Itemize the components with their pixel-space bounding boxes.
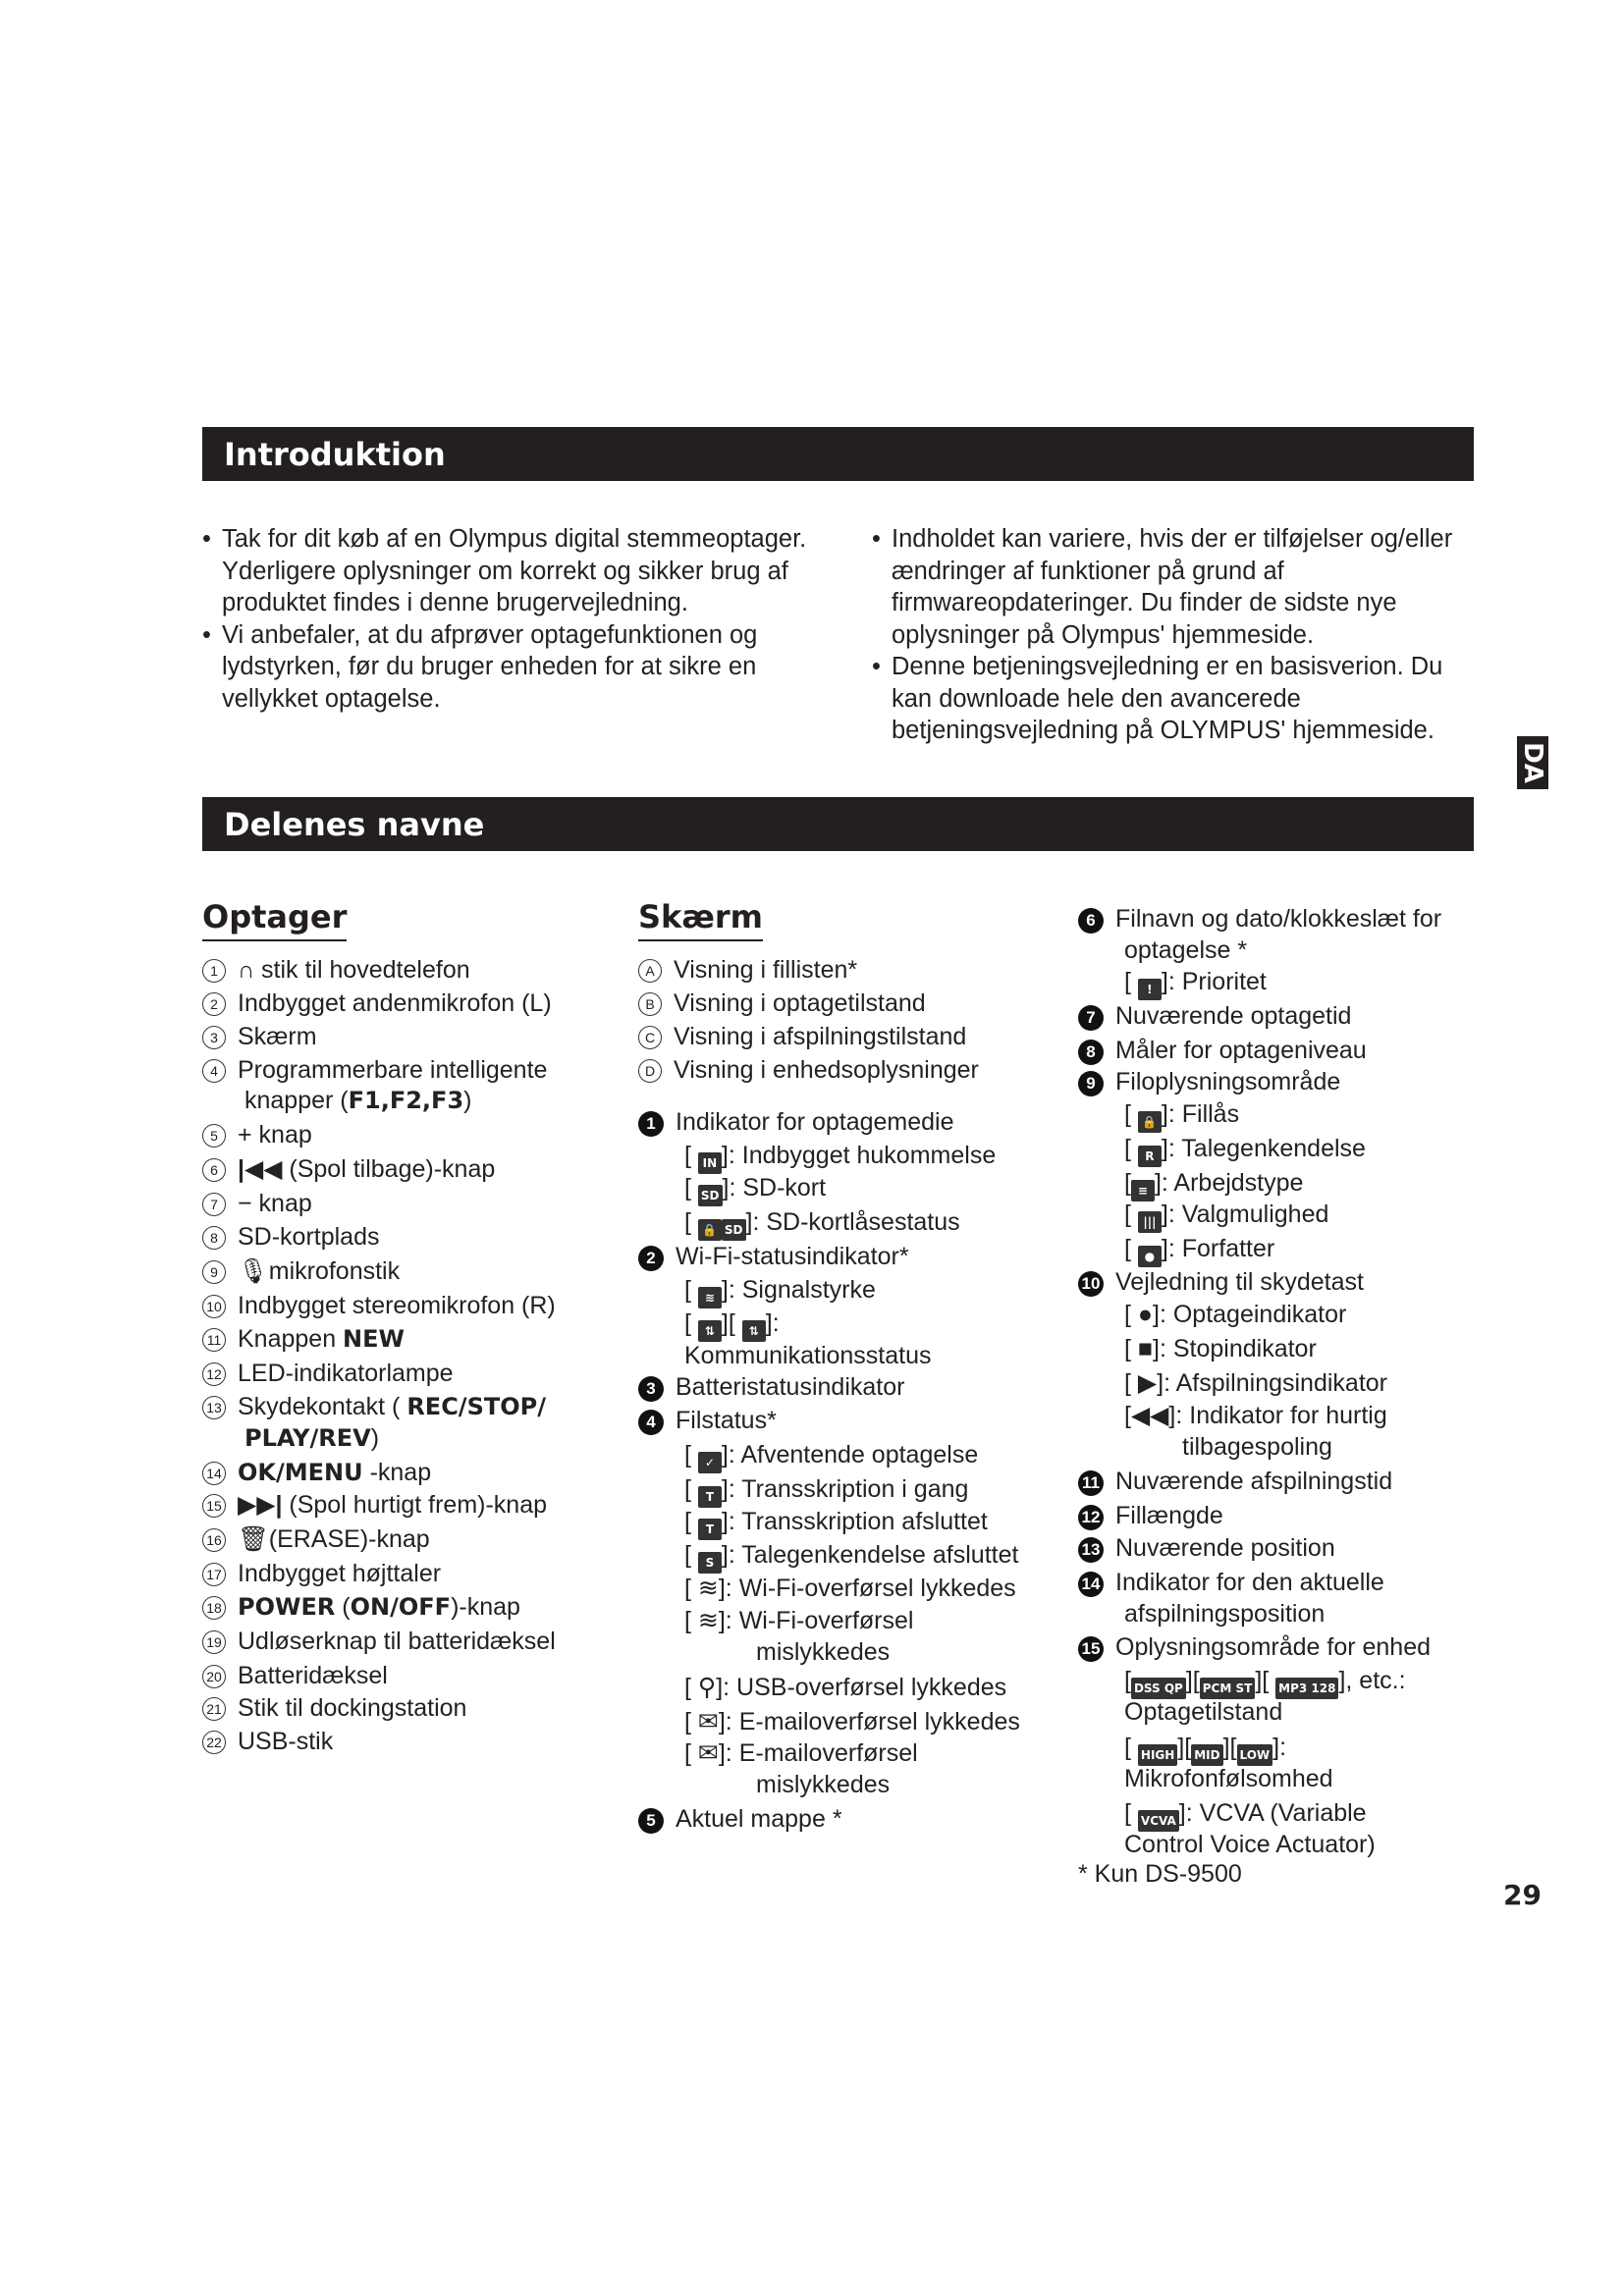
sub-item-continued: afspilningsposition — [1124, 1600, 1326, 1628]
item-bold: NEW — [343, 1325, 405, 1353]
list-item — [202, 1559, 441, 1589]
sub-item-continued: Control Voice Actuator) — [1124, 1831, 1376, 1858]
sub-item: [◀◀]: Indikator for hurtig — [1124, 1402, 1387, 1429]
sub-text: ]: Transskription afsluttet — [721, 1508, 988, 1535]
pcm-st-icon: PCM ST — [1200, 1678, 1256, 1699]
speech-recognition-icon: R — [1138, 1146, 1162, 1167]
item-number: 11 — [202, 1328, 226, 1352]
sub-item: [ ⇅ ][ ⇅ ]: — [684, 1308, 780, 1342]
sub-text: ]: E-mailoverførsel lykkedes — [718, 1708, 1020, 1735]
sub-text: ]: SD-kort — [722, 1174, 827, 1201]
list-item — [202, 1458, 431, 1488]
list-item — [638, 1055, 979, 1086]
item-text: Måler for optageniveau — [1115, 1037, 1367, 1064]
sub-text: ]: Afspilningsindikator — [1157, 1369, 1387, 1397]
sub-item: [ ✉]: E-mailoverførsel lykkedes — [684, 1708, 1020, 1735]
sub-item: [ ● ]: Forfatter — [1124, 1234, 1274, 1267]
sub-text: ]: Wi-Fi-overførsel — [718, 1607, 914, 1634]
item-number: 14 — [202, 1462, 226, 1485]
item-text: Batteristatusindikator — [676, 1373, 905, 1401]
sub-text: ]: Arbejdstype — [1154, 1169, 1304, 1197]
list-item — [202, 1524, 430, 1555]
item-text: Programmerbare intelligente — [238, 1056, 548, 1084]
item-number: 9 — [202, 1260, 226, 1284]
list-item — [202, 1490, 547, 1521]
item-number: 13 — [202, 1396, 226, 1419]
communication-icon: ⇅ — [698, 1320, 722, 1342]
list-item — [1078, 1533, 1335, 1564]
item-number: 2 — [202, 992, 226, 1016]
item-number: 17 — [202, 1563, 226, 1586]
list-item — [638, 1372, 904, 1403]
item-text: Indbygget stereomikrofon (R) — [238, 1292, 556, 1319]
item-text: − knap — [238, 1190, 312, 1217]
item-text: Oplysningsområde for enhed — [1115, 1633, 1432, 1661]
list-item — [1078, 1067, 1340, 1097]
item-text: Fillængde — [1115, 1502, 1223, 1529]
item-text: Visning i fillisten* — [674, 956, 858, 984]
item-text: Stik til dockingstation — [238, 1694, 467, 1722]
sub-item: [ VCVA ]: VCVA (Variable — [1124, 1798, 1367, 1832]
email-success-icon: ✉ — [697, 1708, 719, 1735]
item-bold: OK/MENU — [238, 1459, 363, 1486]
sub-text: ]: USB-overførsel lykkedes — [716, 1674, 1007, 1701]
item-text: (Spol tilbage)-knap — [289, 1155, 496, 1183]
intro-right-column — [872, 523, 1471, 747]
sub-text: ]: Prioritet — [1161, 968, 1267, 995]
page-number: 29 — [1503, 1879, 1542, 1911]
item-number: 18 — [202, 1596, 226, 1620]
item-number: 14 — [1078, 1572, 1104, 1597]
item-number: 10 — [202, 1295, 226, 1318]
sub-item: [ DSS QP ][ PCM ST ][ MP3 128 ], etc.: — [1124, 1666, 1406, 1699]
item-text: Batteridæksel — [238, 1662, 388, 1689]
item-number: 6 — [1078, 908, 1104, 934]
sub-text: ]: Talegenkendelse afsluttet — [721, 1541, 1019, 1569]
optager-title: Optager — [202, 898, 347, 941]
sub-text: ]: Forfatter — [1161, 1235, 1275, 1262]
item-number: 1 — [638, 1111, 664, 1137]
item-number: 7 — [1078, 1005, 1104, 1031]
item-number: 4 — [638, 1410, 664, 1435]
list-item — [202, 1359, 454, 1389]
sub-text: ]: VCVA (Variable — [1178, 1799, 1367, 1827]
list-item — [638, 955, 857, 986]
option-icon: ||| — [1138, 1211, 1162, 1233]
sub-item: [ ||| ]: Valgmulighed — [1124, 1200, 1328, 1233]
transcription-done-icon: T — [698, 1519, 722, 1540]
sub-text: ]: Wi-Fi-overførsel lykkedes — [718, 1575, 1016, 1602]
sub-text: ]: Talegenkendelse — [1161, 1135, 1366, 1162]
sub-item: [ R ]: Talegenkendelse — [1124, 1134, 1366, 1167]
item-text: Indikator for den aktuelle — [1115, 1569, 1384, 1596]
list-item — [1078, 1568, 1384, 1598]
item-number: 9 — [1078, 1071, 1104, 1096]
item-text: Visning i afspilningstilstand — [674, 1023, 967, 1050]
list-item — [202, 1222, 380, 1253]
item-number: 1 — [202, 959, 226, 983]
list-item — [1078, 1501, 1223, 1531]
sub-item: [ SD ]: SD-kort — [684, 1173, 826, 1206]
transcription-in-progress-icon: T — [698, 1486, 722, 1508]
item-number: 13 — [1078, 1537, 1104, 1563]
sub-item-continued: Kommunikationsstatus — [684, 1342, 932, 1369]
item-number: 22 — [202, 1731, 226, 1754]
email-failed-icon: ✉ — [697, 1739, 719, 1767]
sub-text: ]: E-mailoverførsel — [718, 1739, 918, 1767]
item-text: USB-stik — [238, 1728, 334, 1755]
item-text: + knap — [238, 1121, 312, 1148]
list-item — [202, 955, 470, 986]
item-text: (Spol hurtigt frem)-knap — [289, 1491, 548, 1519]
sub-item: [ T ]: Transskription afsluttet — [684, 1507, 988, 1540]
sub-text: ]: Optageindikator — [1153, 1301, 1347, 1328]
item-text: Filoplysningsområde — [1115, 1068, 1341, 1095]
sub-item: [ 🔒 ]: Fillås — [1124, 1099, 1239, 1133]
item-text: mikrofonstik — [268, 1257, 401, 1285]
list-item — [202, 1154, 495, 1185]
dss-qp-icon: DSS QP — [1131, 1678, 1186, 1699]
item-bold: REC/STOP/ — [406, 1393, 546, 1420]
item-text: Skydekontakt ( — [238, 1393, 407, 1420]
skaerm-title: Skærm — [638, 898, 763, 941]
item-number: 8 — [1078, 1040, 1104, 1065]
intro-left-column — [202, 523, 811, 715]
sub-item: [ ▶]: Afspilningsindikator — [1124, 1369, 1387, 1397]
sub-item-continued: Mikrofonfølsomhed — [1124, 1765, 1333, 1792]
file-lock-icon: 🔒 — [1138, 1111, 1162, 1133]
sub-text: ]: — [1272, 1734, 1287, 1761]
list-item — [1078, 1001, 1351, 1032]
item-text: Knappen — [238, 1325, 344, 1353]
list-item — [202, 1661, 388, 1691]
intro-bullet: • Denne betjeningsvejledning er en basisverion. Du kan downloade hele den avancerede betjeningsvejledning på OLYMPUS' hjemmeside. — [872, 651, 1471, 747]
list-item — [1078, 1467, 1392, 1497]
item-number: 3 — [202, 1026, 226, 1049]
mic-high-icon: HIGH — [1138, 1744, 1177, 1766]
item-text: Nuværende optagetid — [1115, 1002, 1352, 1030]
list-item — [202, 1392, 546, 1422]
sub-item: [ ✉]: E-mailoverførsel — [684, 1739, 918, 1767]
item-number: 8 — [202, 1226, 226, 1250]
sub-item: [ ●]: Optageindikator — [1124, 1301, 1347, 1328]
intro-bullet: • Vi anbefaler, at du afprøver optagefunktionen og lydstyrken, før du bruger enheden for at sikre en vellykket optagelse. — [202, 619, 811, 716]
item-bold: ON/OFF — [350, 1593, 452, 1621]
sub-text: ]: Indikator for hurtig — [1168, 1402, 1387, 1429]
sub-text: ]: SD-kortlåsestatus — [745, 1208, 960, 1236]
language-tab-label: DA — [1518, 742, 1547, 783]
priority-icon: ! — [1138, 979, 1162, 1000]
sub-item: [ ✓ ]: Afventende optagelse — [684, 1440, 978, 1473]
list-item — [1078, 1036, 1367, 1066]
item-text: Filstatus* — [676, 1407, 777, 1434]
sub-text: ]: Afventende optagelse — [721, 1441, 979, 1468]
sub-text: ], etc.: — [1338, 1667, 1406, 1694]
sub-text: ]: Indbygget hukommelse — [721, 1142, 997, 1169]
list-item — [202, 1727, 333, 1757]
rewind-arrows-icon: ◀◀ — [1130, 1402, 1169, 1429]
list-item — [638, 1804, 842, 1835]
list-item — [202, 1022, 317, 1052]
sub-item: [ ≋ ]: Signalstyrke — [684, 1275, 876, 1308]
microphone-icon: 🎙 — [238, 1257, 269, 1285]
mic-mid-icon: MID — [1191, 1744, 1222, 1766]
list-item — [202, 1256, 400, 1287]
pending-recording-icon: ✓ — [698, 1452, 722, 1473]
item-number: 5 — [638, 1808, 664, 1834]
footnote: * Kun DS-9500 — [1078, 1860, 1242, 1888]
internal-memory-icon: IN — [698, 1152, 722, 1174]
item-bold: POWER — [238, 1593, 336, 1621]
record-dot-icon: ● — [1137, 1301, 1154, 1328]
sub-item: [ ■]: Stopindikator — [1124, 1335, 1317, 1362]
sd-lock-icon: 🔒 — [698, 1219, 722, 1241]
item-text: ) — [370, 1424, 380, 1452]
item-text: ) — [463, 1087, 472, 1114]
sub-item: [ ≋]: Wi-Fi-overførsel lykkedes — [684, 1575, 1016, 1602]
sub-item: [ ≡ ]: Arbejdstype — [1124, 1168, 1303, 1201]
item-text: Nuværende position — [1115, 1534, 1335, 1562]
item-bold: PLAY/REV — [244, 1424, 371, 1452]
item-text: ( — [335, 1593, 351, 1621]
item-text: Indbygget højttaler — [238, 1560, 442, 1587]
list-item — [202, 1324, 405, 1355]
item-text: Indbygget andenmikrofon (L) — [238, 989, 552, 1017]
stop-square-icon: ■ — [1137, 1335, 1154, 1362]
list-item — [1078, 904, 1441, 934]
item-text: LED-indikatorlampe — [238, 1360, 454, 1387]
list-item — [638, 988, 926, 1019]
item-letter: C — [638, 1026, 662, 1049]
intro-heading: Introduktion — [224, 435, 446, 473]
communication-error-icon: ⇅ — [742, 1320, 766, 1342]
item-number: 4 — [202, 1059, 226, 1083]
fast-forward-icon: ▶▶| — [238, 1491, 290, 1519]
parts-heading: Delenes navne — [224, 805, 485, 843]
item-bold: F1,F2,F3 — [348, 1087, 464, 1114]
item-text: Indikator for optagemedie — [676, 1108, 954, 1136]
item-number: 15 — [202, 1494, 226, 1518]
trash-icon: 🗑 — [238, 1525, 269, 1553]
item-text: SD-kortplads — [238, 1223, 380, 1251]
item-text: )-knap — [451, 1593, 520, 1621]
item-number: 21 — [202, 1697, 226, 1721]
item-text: Wi-Fi-statusindikator* — [676, 1243, 909, 1270]
item-number: 3 — [638, 1376, 664, 1402]
worktype-icon: ≡ — [1131, 1180, 1155, 1201]
item-number: 10 — [1078, 1271, 1104, 1297]
wifi-failed-icon: ≋ — [697, 1607, 719, 1634]
item-number: 12 — [1078, 1505, 1104, 1530]
item-text: Nuværende afspilningstid — [1115, 1468, 1393, 1495]
intro-heading-bar — [202, 427, 1474, 481]
play-triangle-icon: ▶ — [1137, 1369, 1158, 1397]
list-item — [202, 1693, 466, 1724]
item-text: stik til hovedtelefon — [261, 956, 470, 984]
sub-item: [ ≋]: Wi-Fi-overførsel — [684, 1607, 914, 1634]
intro-bullet: • Indholdet kan variere, hvis der er tilføjelser og/eller ændringer af funktioner på grund af firmwareopdateringer. Du finder de sidste nye oplysninger på Olympus' hjemmeside. — [872, 523, 1471, 651]
sub-item: [ 🔒 SD ]: SD-kortlåsestatus — [684, 1207, 960, 1241]
sub-item: [ T ]: Transskription i gang — [684, 1474, 968, 1508]
item-text: Aktuel mappe * — [676, 1805, 842, 1833]
item-text: (ERASE)-knap — [268, 1525, 430, 1553]
item-number: 6 — [202, 1158, 226, 1182]
vcva-icon: VCVA — [1138, 1810, 1179, 1832]
item-number: 7 — [202, 1193, 226, 1216]
item-letter: B — [638, 992, 662, 1016]
list-item — [638, 1242, 909, 1272]
sub-item: [ HIGH ][ MID ][ LOW ]: — [1124, 1733, 1286, 1766]
sub-item-continued: tilbagespoling — [1182, 1433, 1332, 1461]
sub-item-continued: optagelse * — [1124, 936, 1248, 964]
item-number: 5 — [202, 1124, 226, 1148]
item-text: Visning i enhedsoplysninger — [674, 1056, 979, 1084]
sub-item: [ ⚲]: USB-overførsel lykkedes — [684, 1674, 1007, 1701]
sub-text: ]: Valgmulighed — [1161, 1201, 1329, 1228]
list-item — [202, 1120, 312, 1150]
sub-item: [ ! ]: Prioritet — [1124, 967, 1267, 1000]
item-text: Vejledning til skydetast — [1115, 1268, 1364, 1296]
item-text: -knap — [362, 1459, 432, 1486]
list-item — [202, 988, 552, 1019]
sub-item-continued: Optagetilstand — [1124, 1698, 1283, 1726]
mic-low-icon: LOW — [1237, 1744, 1273, 1766]
author-icon: ● — [1138, 1246, 1162, 1267]
sub-text: ]: Transskription i gang — [721, 1475, 969, 1503]
list-item — [638, 1406, 777, 1436]
sub-item: [ IN ]: Indbygget hukommelse — [684, 1141, 996, 1174]
intro-bullet: • Tak for dit køb af en Olympus digital stemmeoptager. Yderligere oplysninger om korrekt og sikker brug af produktet findes i denne brugervejledning. — [202, 523, 811, 619]
item-number: 16 — [202, 1528, 226, 1552]
list-item-continued — [244, 1086, 471, 1116]
item-number: 20 — [202, 1665, 226, 1688]
headphone-icon: ∩ — [238, 957, 261, 984]
list-item — [1078, 1267, 1364, 1298]
list-item — [202, 1291, 556, 1321]
list-item — [638, 1022, 966, 1052]
rewind-icon: |◀◀ — [238, 1155, 290, 1183]
item-letter: D — [638, 1059, 662, 1083]
sub-text: ]: — [765, 1309, 780, 1337]
list-item — [202, 1627, 556, 1657]
item-text: Filnavn og dato/klokkeslæt for — [1115, 905, 1442, 933]
item-text: Visning i optagetilstand — [674, 989, 926, 1017]
list-item — [638, 1107, 954, 1138]
list-item — [1078, 1632, 1431, 1663]
item-number: 11 — [1078, 1470, 1104, 1496]
item-letter: A — [638, 959, 662, 983]
sub-text: ]: Signalstyrke — [721, 1276, 876, 1304]
list-item — [202, 1055, 547, 1086]
parts-heading-bar — [202, 797, 1474, 851]
sub-item: [ S ]: Talegenkendelse afsluttet — [684, 1540, 1018, 1574]
sd-card-icon: SD — [698, 1185, 723, 1206]
sub-text: ]: Stopindikator — [1153, 1335, 1317, 1362]
list-item-continued — [244, 1423, 379, 1454]
language-tab — [1517, 736, 1548, 789]
wifi-success-icon: ≋ — [697, 1575, 719, 1602]
item-number: 15 — [1078, 1636, 1104, 1662]
list-item — [202, 1592, 520, 1623]
sub-item-continued: mislykkedes — [756, 1638, 891, 1666]
item-text: knapper ( — [244, 1087, 349, 1114]
sub-item-continued: mislykkedes — [756, 1771, 891, 1798]
usb-icon: ⚲ — [697, 1674, 717, 1701]
mp3-128-icon: MP3 128 — [1275, 1678, 1338, 1699]
wifi-signal-icon: ≋ — [698, 1287, 722, 1308]
item-text: Skærm — [238, 1023, 317, 1050]
sd-card-icon: SD — [722, 1219, 746, 1241]
item-number: 19 — [202, 1630, 226, 1654]
speech-recognition-done-icon: S — [698, 1552, 722, 1574]
sub-text: ]: Fillås — [1161, 1100, 1240, 1128]
list-item — [202, 1189, 312, 1219]
item-number: 2 — [638, 1246, 664, 1271]
item-text: Udløserknap til batteridæksel — [238, 1628, 556, 1655]
item-number: 12 — [202, 1362, 226, 1386]
